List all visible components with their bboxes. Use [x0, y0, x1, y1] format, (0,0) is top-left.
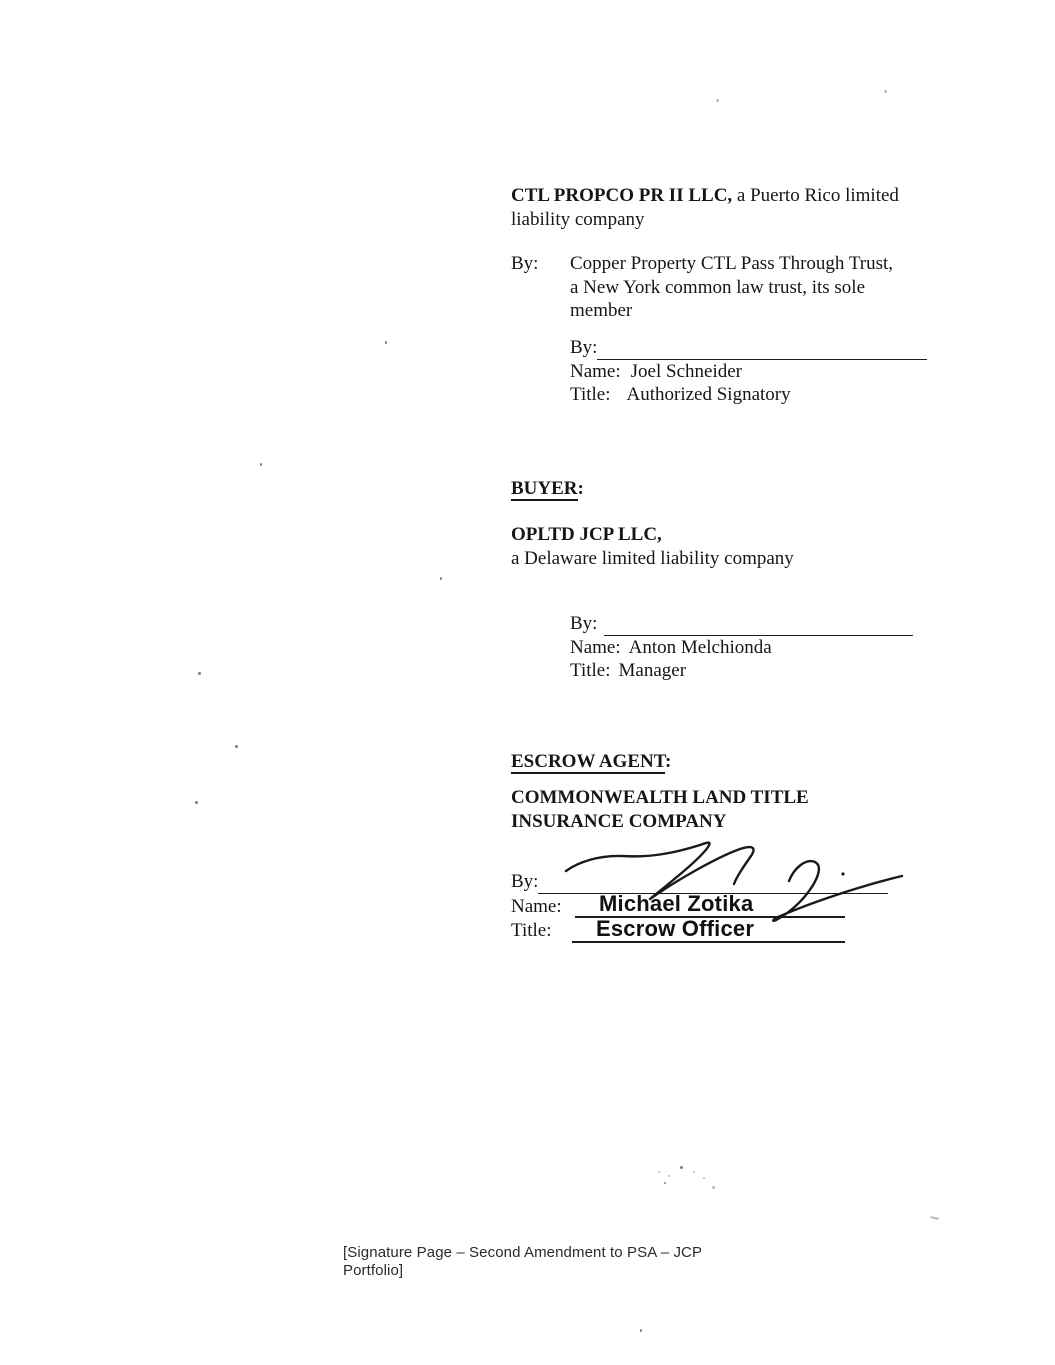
- seller-company-line1: [511, 184, 941, 208]
- buyer-company-block: [511, 523, 931, 570]
- seller-sig-name-value: Joel Schneider: [630, 360, 742, 382]
- seller-company-block: [511, 184, 941, 231]
- seller-by-label: By:: [511, 253, 539, 274]
- buyer-heading: [511, 477, 584, 501]
- scan-speck: [712, 1186, 715, 1189]
- scan-speck: [235, 745, 238, 748]
- buyer-company-descriptor: a Delaware limited liability company: [511, 547, 794, 569]
- escrow-sig-by-label: By:: [511, 871, 539, 892]
- buyer-heading-colon: :: [577, 478, 584, 499]
- scan-speck: [930, 1216, 939, 1220]
- buyer-sig-title-value: Manager: [618, 660, 687, 681]
- seller-sig-title-label: Title:: [570, 384, 611, 405]
- scan-speck: [385, 341, 387, 344]
- buyer-sig-title-label: Title:: [570, 660, 611, 681]
- escrow-heading: [511, 750, 671, 774]
- buyer-company-name: OPLTD JCP LLC,: [511, 524, 662, 545]
- escrow-sig-name-value: Michael Zotika: [599, 891, 754, 916]
- seller-sig-by-label: By:: [570, 337, 598, 358]
- scan-speck: [884, 90, 887, 93]
- scan-speck: [716, 99, 719, 102]
- seller-company-line2: liability company: [511, 208, 645, 230]
- buyer-signature-line: [604, 612, 913, 636]
- scan-speck: [260, 463, 262, 466]
- escrow-company-line2: INSURANCE COMPANY: [511, 810, 727, 832]
- escrow-heading-colon: :: [664, 751, 672, 772]
- seller-title-row: [570, 383, 927, 407]
- seller-signature-line: [597, 336, 927, 360]
- scan-speck: [658, 1171, 660, 1173]
- seller-sig-title-value: Authorized Signatory: [626, 384, 791, 405]
- scan-speck: [703, 1177, 705, 1179]
- scan-speck: [198, 672, 201, 675]
- buyer-signature-block: [570, 612, 913, 683]
- seller-signature-block: [570, 336, 927, 407]
- seller-by-row: [570, 336, 927, 360]
- seller-company-name-bold: CTL PROPCO PR II LLC,: [511, 185, 733, 206]
- scan-speck: [680, 1166, 683, 1169]
- seller-company-descriptor: a Puerto Rico limited: [732, 185, 899, 206]
- buyer-heading-text: BUYER: [511, 478, 578, 499]
- handwritten-signature: [530, 833, 920, 938]
- seller-trustee-text: Copper Property CTL Pass Through Trust, a New York common law trust, its sole member: [570, 253, 894, 321]
- scan-speck: [640, 1329, 642, 1332]
- footer-caption: [Signature Page – Second Amendment to PSA – JCP Portfolio]: [343, 1244, 702, 1279]
- escrow-company-line1: COMMONWEALTH LAND TITLE: [511, 787, 809, 808]
- escrow-sig-name-label: Name:: [511, 895, 562, 917]
- escrow-sig-title-value: Escrow Officer: [596, 915, 755, 941]
- escrow-heading-text: ESCROW AGENT: [511, 751, 665, 772]
- buyer-title-row: [570, 659, 913, 683]
- scan-speck: [668, 1175, 670, 1177]
- buyer-sig-by-label: By:: [570, 613, 598, 634]
- buyer-sig-name-label: Name:: [570, 636, 621, 658]
- scan-speck: [693, 1171, 695, 1173]
- escrow-company-block: [511, 786, 871, 833]
- seller-by-paragraph: [511, 252, 931, 323]
- buyer-sig-name-value: Anton Melchionda: [628, 636, 772, 658]
- seller-name-row: [570, 360, 927, 384]
- seller-sig-name-label: Name:: [570, 360, 621, 382]
- buyer-by-row: [570, 612, 913, 636]
- escrow-sig-title-label: Title:: [511, 920, 552, 941]
- scan-speck: [440, 577, 442, 580]
- scan-speck: [664, 1182, 666, 1184]
- scan-speck: [195, 801, 198, 804]
- buyer-name-row: [570, 636, 913, 660]
